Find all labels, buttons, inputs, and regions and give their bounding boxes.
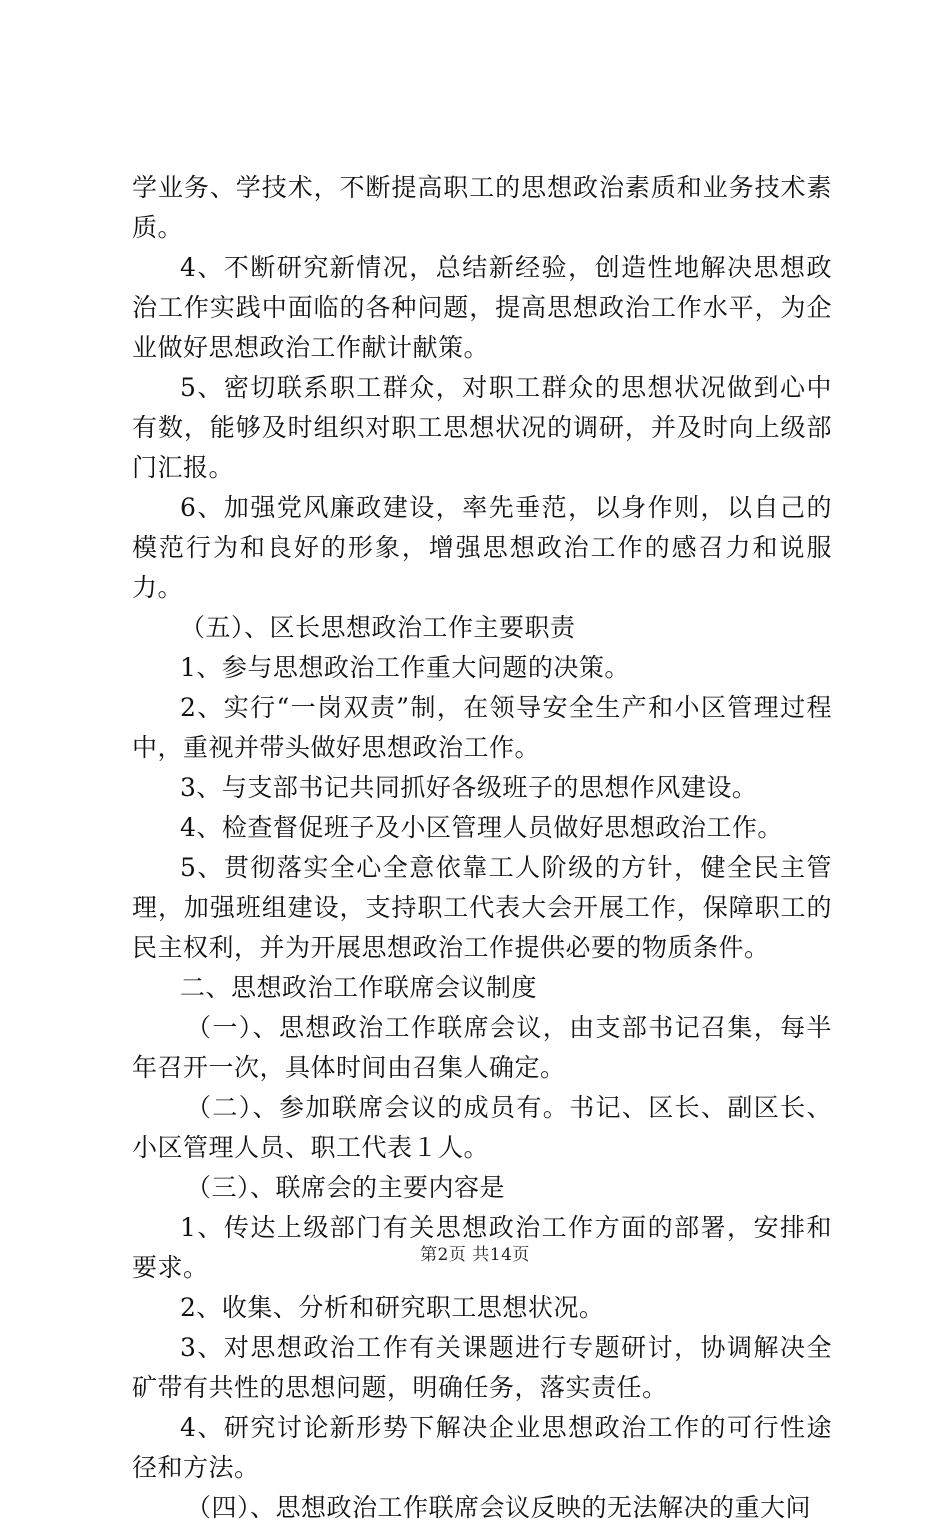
paragraph-item-6: 6、加强党风廉政建设，率先垂范，以身作则，以自己的模范行为和良好的形象，增强思想政治工作的感召力和说服力。	[132, 493, 832, 602]
paragraph-content-1: 1、传达上级部门有关思想政治工作方面的部署，安排和要求。	[132, 1213, 832, 1282]
chapter-heading-2: 二、思想政治工作联席会议制度	[180, 973, 538, 1002]
paragraph-meeting-2: （二）、参加联席会议的成员有。书记、区长、副区长、小区管理人员、职工代表１人。	[132, 1093, 832, 1162]
paragraph-meeting-1: （一）、思想政治工作联席会议，由支部书记召集，每半年召开一次，具体时间由召集人确定。	[132, 1013, 832, 1082]
paragraph-continuation: 学业务、学技术，不断提高职工的思想政治素质和业务技术素质。	[132, 173, 832, 242]
page-number-footer: 第2页 共14页	[420, 1245, 530, 1265]
paragraph-duty-1: 1、参与思想政治工作重大问题的决策。	[180, 653, 630, 682]
paragraph-item-5: 5、密切联系职工群众，对职工群众的思想状况做到心中有数，能够及时组织对职工思想状况的调研，并及时向上级部门汇报。	[132, 373, 832, 482]
paragraph-duty-2: 2、实行“一岗双责”制，在领导安全生产和小区管理过程中，重视并带头做好思想政治工作。	[132, 693, 832, 762]
paragraph-duty-5: 5、贯彻落实全心全意依靠工人阶级的方针，健全民主管理，加强班组建设，支持职工代表大会开展工作，保障职工的民主权利，并为开展思想政治工作提供必要的物质条件。	[132, 853, 832, 962]
paragraph-item-4: 4、不断研究新情况，总结新经验，创造性地解决思想政治工作实践中面临的各种问题，提高思想政治工作水平，为企业做好思想政治工作献计献策。	[132, 253, 832, 362]
section-heading-5: （五）、区长思想政治工作主要职责	[180, 613, 576, 642]
paragraph-content-4: 4、研究讨论新形势下解决企业思想政治工作的可行性途径和方法。	[132, 1413, 832, 1482]
section-heading-3: （三）、联席会的主要内容是	[186, 1173, 506, 1202]
section-heading-4: （四）、思想政治工作联席会议反映的无法解决的重大问	[186, 1493, 812, 1522]
paragraph-duty-4: 4、检查督促班子及小区管理人员做好思想政治工作。	[180, 813, 783, 842]
paragraph-content-3: 3、对思想政治工作有关课题进行专题研讨，协调解决全矿带有共性的思想问题，明确任务，落实责任。	[132, 1333, 832, 1402]
document-body	[132, 168, 832, 1528]
paragraph-content-2: 2、收集、分析和研究职工思想状况。	[180, 1293, 605, 1322]
paragraph-duty-3: 3、与支部书记共同抓好各级班子的思想作风建设。	[180, 773, 758, 802]
